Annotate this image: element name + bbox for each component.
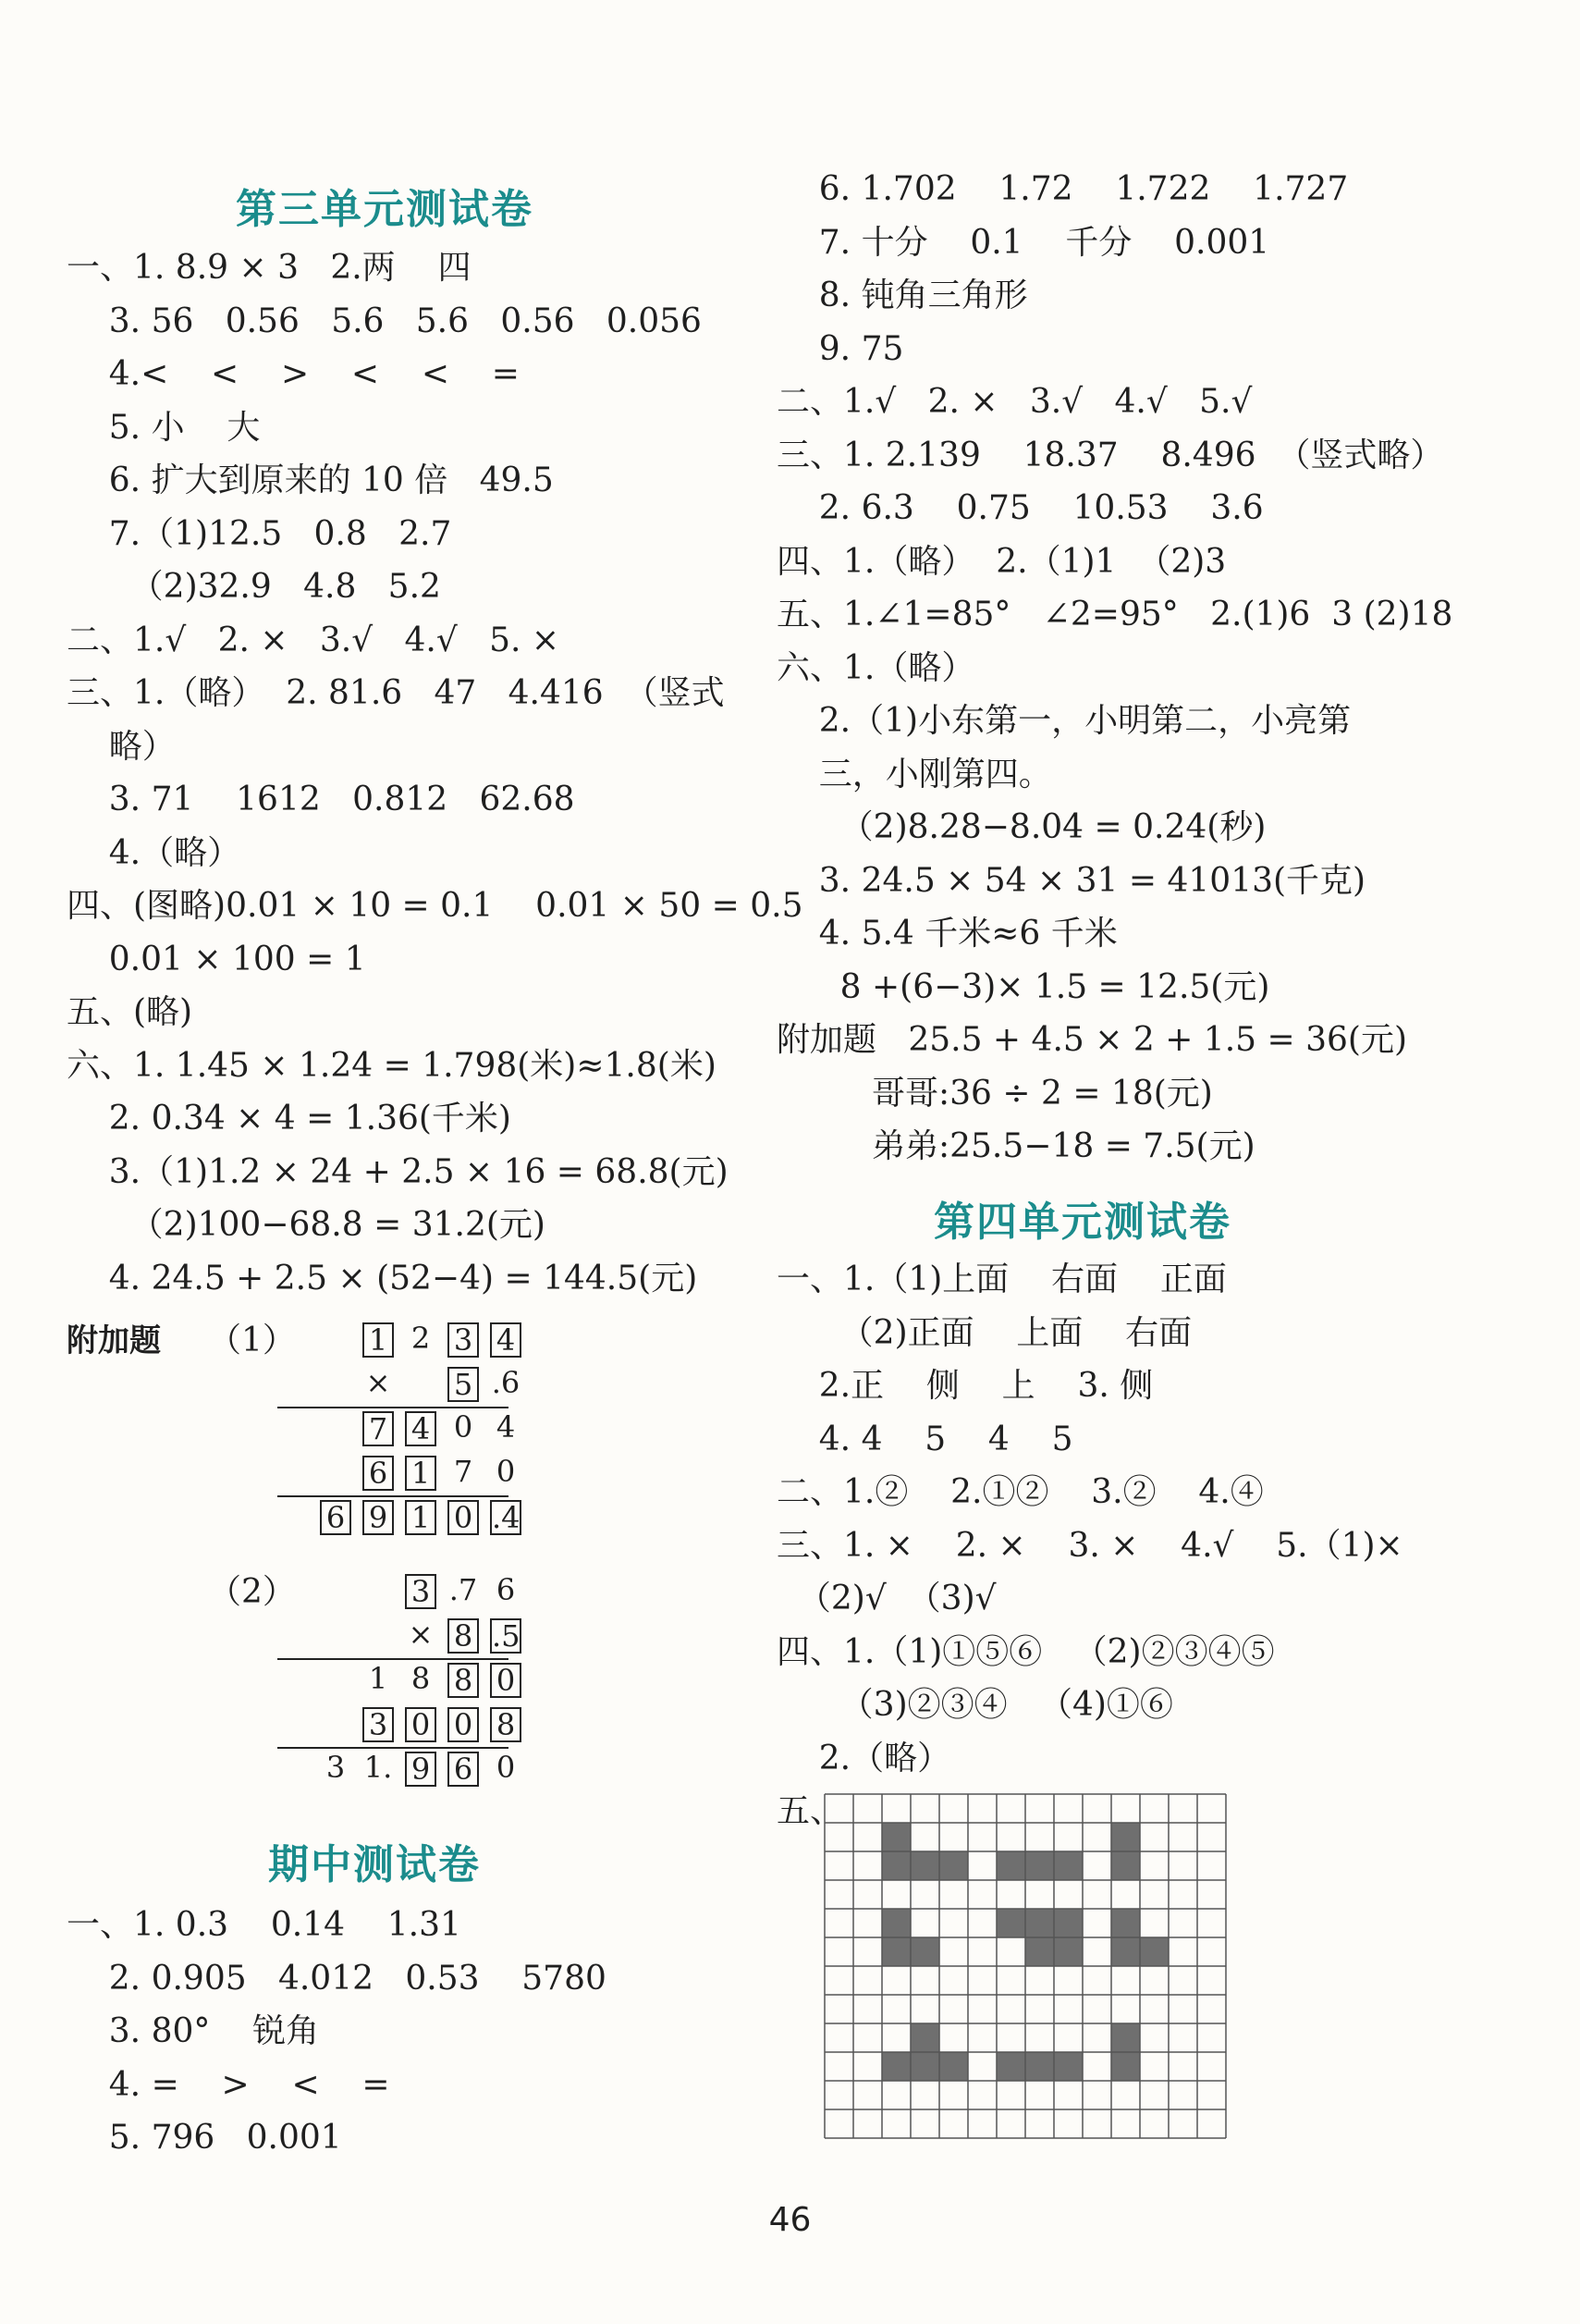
shaded-cell [1054, 2052, 1083, 2081]
shaded-cell [939, 2052, 968, 2081]
shaded-cell [882, 1851, 911, 1880]
digit: .7 [448, 1572, 478, 1607]
page-number: 46 [768, 2201, 812, 2239]
answer-line: 哥哥:36 ÷ 2 = 18(元) [777, 1074, 1213, 1113]
calc-rule [277, 1747, 508, 1749]
answer-line: 一、1. 8.9 × 3 2.两 四 [67, 249, 472, 287]
answer-box: 7 [362, 1411, 394, 1446]
answer-line: 7. 十分 0.1 千分 0.001 [777, 223, 1270, 262]
answer-line: 4.< < > < < = [67, 355, 520, 393]
answer-line: 6. 扩大到原来的 10 倍 49.5 [67, 461, 554, 499]
answer-box: 3 [447, 1322, 479, 1358]
answer-line: （2)8.28−8.04 = 0.24(秒) [777, 808, 1267, 846]
answer-line: 6. 1.702 1.72 1.722 1.727 [777, 170, 1349, 208]
shaded-cell [911, 1937, 939, 1966]
answer-line: （2)100−68.8 = 31.2(元) [67, 1206, 545, 1244]
digit: 7 [453, 1454, 473, 1489]
answer-line: 3.（1)1.2 × 24 + 2.5 × 16 = 68.8(元) [67, 1152, 729, 1191]
shaded-cell [997, 2052, 1025, 2081]
grid-svg [823, 1792, 1230, 2148]
answer-box: 4 [490, 1322, 521, 1358]
digit: 6 [496, 1572, 516, 1607]
answer-line: 2. 0.34 × 4 = 1.36(千米) [67, 1100, 511, 1137]
answer-line: 三、1.（略） 2. 81.6 47 4.416 （竖式 [67, 674, 725, 712]
vertical-multiplication-2 [277, 1572, 521, 1796]
digit: × [365, 1365, 391, 1400]
shaded-cell [882, 2052, 911, 2081]
answer-box: 5 [447, 1367, 479, 1402]
answer-line: 7.（1)12.5 0.8 2.7 [67, 514, 452, 553]
answer-line: 三，小刚第四。 [777, 755, 1052, 793]
answer-box: 8 [490, 1707, 521, 1742]
answer-box: 3 [362, 1707, 394, 1742]
unit3-title: 第三单元测试卷 [236, 186, 533, 233]
answer-box: 1 [405, 1456, 436, 1491]
answer-box: 9 [362, 1500, 394, 1535]
shaded-cell [1111, 1909, 1140, 1937]
digit: .6 [491, 1365, 521, 1400]
shaded-cell [882, 1937, 911, 1966]
answer-line: 2. 0.905 4.012 0.53 5780 [67, 1959, 606, 1998]
digit: 2 [410, 1321, 431, 1356]
answer-line: 弟弟:25.5−18 = 7.5(元) [777, 1127, 1255, 1165]
digit: 0 [453, 1409, 473, 1445]
shaded-cell [1111, 1851, 1140, 1880]
answer-line: （2)√ （3)√ [777, 1580, 997, 1617]
shaded-cell [1054, 1851, 1083, 1880]
answer-box: 1 [362, 1322, 394, 1358]
answer-box: 8 [447, 1618, 479, 1654]
answer-box: 1 [405, 1500, 436, 1535]
answer-line: 二、1.② 2.①② 3.② 4.④ [777, 1473, 1264, 1511]
digit: × [408, 1617, 434, 1652]
answer-line: 二、1.√ 2. × 3.√ 4.√ 5.√ [777, 383, 1253, 421]
answer-line: 三、1. × 2. × 3. × 4.√ 5.（1)× [777, 1526, 1403, 1565]
answer-box: 3 [405, 1574, 436, 1609]
answer-box: 0 [490, 1663, 521, 1698]
answer-box: 9 [405, 1752, 436, 1787]
answer-line: 5. 796 0.001 [67, 2119, 342, 2157]
shaded-cell [1111, 1823, 1140, 1851]
shaded-cell [997, 1909, 1025, 1937]
calc-rule [277, 1658, 508, 1660]
digit: 8 [410, 1661, 431, 1696]
answer-box: 0 [447, 1707, 479, 1742]
answer-line: （2)正面 上面 右面 [777, 1313, 1193, 1352]
answer-line: 2.正 侧 上 3. 侧 [777, 1367, 1154, 1405]
shaded-cell [1054, 1909, 1083, 1937]
answer-line: 8 +(6−3)× 1.5 = 12.5(元) [777, 967, 1270, 1006]
answer-line: 4. 5.4 千米≈6 千米 [777, 915, 1118, 953]
answer-box: 6 [320, 1500, 351, 1535]
answer-line: 附加题 25.5 + 4.5 × 2 + 1.5 = 36(元) [777, 1021, 1407, 1059]
answer-line: 三、1. 2.139 18.37 8.496 （竖式略） [777, 436, 1444, 474]
answer-box: 6 [362, 1456, 394, 1491]
vertical-multiplication-1 [277, 1321, 521, 1544]
shaded-cell [1111, 1937, 1140, 1966]
shaded-cell [1025, 2052, 1054, 2081]
unit4-title: 第四单元测试卷 [934, 1199, 1231, 1246]
answer-line: （2)32.9 4.8 5.2 [67, 568, 441, 606]
shaded-cell [1111, 2052, 1140, 2081]
answer-line: 5. 小 大 [67, 408, 261, 447]
answer-line: 3. 80° 锐角 [67, 2012, 320, 2050]
answer-line: 3. 24.5 × 54 × 31 = 41013(千克) [777, 861, 1366, 900]
answer-line: 一、1.（1)上面 右面 正面 [777, 1260, 1227, 1298]
answer-line: 4. 4 5 4 5 [777, 1420, 1073, 1458]
answer-line: 六、1.（略） [777, 648, 975, 687]
shaded-cell [882, 1909, 911, 1937]
answer-line: 0.01 × 100 = 1 [67, 940, 366, 978]
shaded-cell [1054, 1937, 1083, 1966]
shaded-cell [997, 1851, 1025, 1880]
answer-line: （3)②③④ （4)①⑥ [777, 1686, 1173, 1724]
shaded-cell [911, 2023, 939, 2052]
answer-line: 4. = > < = [67, 2065, 390, 2104]
digit [405, 1367, 436, 1402]
shaded-cell [1111, 2023, 1140, 2052]
answer-box: 6 [447, 1752, 479, 1787]
answer-line: 9. 75 [777, 329, 904, 368]
digit: 0 [496, 1454, 516, 1489]
answer-line: 2. 6.3 0.75 10.53 3.6 [777, 489, 1264, 527]
answer-line: 四、(图略)0.01 × 10 = 0.1 0.01 × 50 = 0.5 [67, 887, 803, 925]
answer-line: 4. 24.5 + 2.5 × (52−4) = 144.5(元) [67, 1259, 698, 1297]
answer-box: 8 [447, 1663, 479, 1698]
calc1-label: （1） [208, 1322, 296, 1359]
digit: 3 [325, 1750, 346, 1785]
digit [320, 1411, 351, 1446]
answer-line: 4.（略） [67, 833, 241, 872]
calc-rule [277, 1495, 508, 1497]
shaded-cell [939, 1851, 968, 1880]
shaded-cell [1140, 1937, 1169, 1966]
calc-rule [277, 1407, 508, 1408]
answer-line: 3. 71 1612 0.812 62.68 [67, 781, 575, 818]
digit: 4 [496, 1409, 516, 1445]
shaded-cell [911, 1851, 939, 1880]
answer-box: .4 [492, 1500, 521, 1535]
answer-line: 2.（1)小东第一，小明第二，小亮第 [777, 702, 1352, 740]
answer-box: .5 [492, 1618, 521, 1654]
answer-box: 0 [447, 1500, 479, 1535]
answer-line: 六、1. 1.45 × 1.24 = 1.798(米)≈1.8(米) [67, 1046, 717, 1085]
answer-line: 二、1.√ 2. × 3.√ 4.√ 5. × [67, 621, 560, 659]
bonus-label: 附加题 [67, 1322, 161, 1359]
answer-box: 4 [405, 1411, 436, 1446]
shaded-cell [1025, 1909, 1054, 1937]
answer-line: 8. 钝角三角形 [777, 277, 1028, 314]
answer-line: 2.（略） [777, 1739, 951, 1777]
calc2-label: （2） [208, 1573, 296, 1611]
digit: 0 [496, 1750, 516, 1785]
answer-line: 3. 56 0.56 5.6 5.6 0.56 0.056 [67, 301, 702, 340]
answer-line: 一、1. 0.3 0.14 1.31 [67, 1906, 461, 1944]
digit: 1 [368, 1661, 388, 1696]
answer-line: 略） [67, 727, 176, 766]
shaded-cell [1025, 1851, 1054, 1880]
answer-line: 四、1.（1)①⑤⑥ （2)②③④⑤ [777, 1632, 1275, 1671]
answer-line: 五、1.∠1=85° ∠2=95° 2.(1)6 3 (2)18 [777, 596, 1453, 633]
answer-box: 0 [405, 1707, 436, 1742]
grid-drawing [823, 1792, 1230, 2148]
digit: 1. [363, 1750, 393, 1785]
midterm-title: 期中测试卷 [268, 1841, 481, 1888]
answer-line: 四、1.（略） 2.（1)1 （2)3 [777, 542, 1227, 581]
answer-line: 五、 [777, 1792, 844, 1830]
shaded-cell [1025, 1937, 1054, 1966]
answer-line: 五、(略) [67, 993, 193, 1031]
shaded-cell [911, 2052, 939, 2081]
shaded-cell [882, 1823, 911, 1851]
